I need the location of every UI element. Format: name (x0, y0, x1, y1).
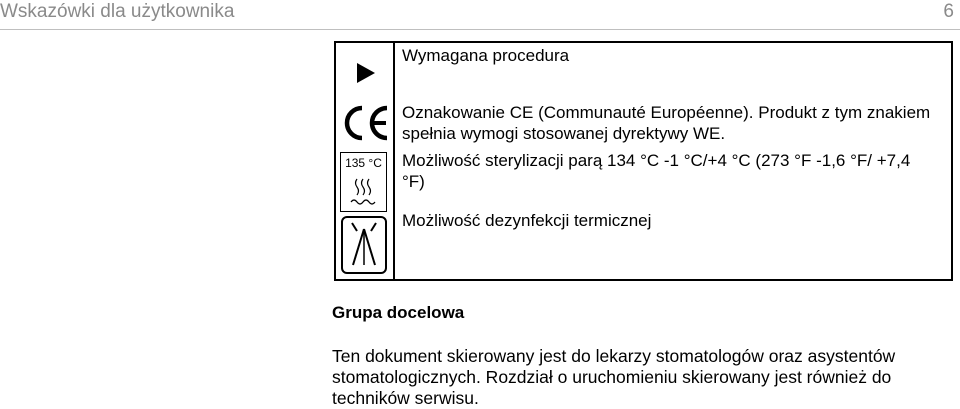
symbol-text-sterilization: Możliwość sterylizacji parą 134 °C -1 °C/+4 °C (273 °F -1,6 °F/ +7,4 °F) (402, 151, 911, 191)
sterilization-temp-label: 135 °C (345, 156, 382, 170)
header-divider (0, 29, 960, 30)
header-title: Wskazówki dla użytkownika (0, 1, 235, 22)
steam-waves-icon (349, 175, 379, 207)
sterilization-icon (340, 152, 387, 212)
symbol-text-ce-mark: Oznakowanie CE (Communauté Européenne). Produkt z tym znakiem spełnia wymogi stosowanej dyrektywy WE. (402, 103, 931, 143)
ce-mark-icon (340, 103, 390, 143)
target-group-body: Ten dokument skierowany jest do lekarzy stomatologów oraz asystentów stomatologicznych. Rozdział o uruchomieniu skierowany jest również do techników serwisu. (332, 346, 896, 408)
play-arrow-icon (356, 62, 376, 84)
symbol-text-procedure: Wymagana procedura (402, 46, 570, 65)
symbol-text-thermal-disinfection: Możliwość dezynfekcji termicznej (402, 211, 652, 230)
symbol-icon-column (336, 43, 395, 279)
symbol-table (334, 41, 953, 281)
thermal-disinfection-icon (340, 215, 388, 275)
page-number: 6 (943, 1, 954, 22)
target-group-heading: Grupa docelowa (332, 303, 465, 322)
